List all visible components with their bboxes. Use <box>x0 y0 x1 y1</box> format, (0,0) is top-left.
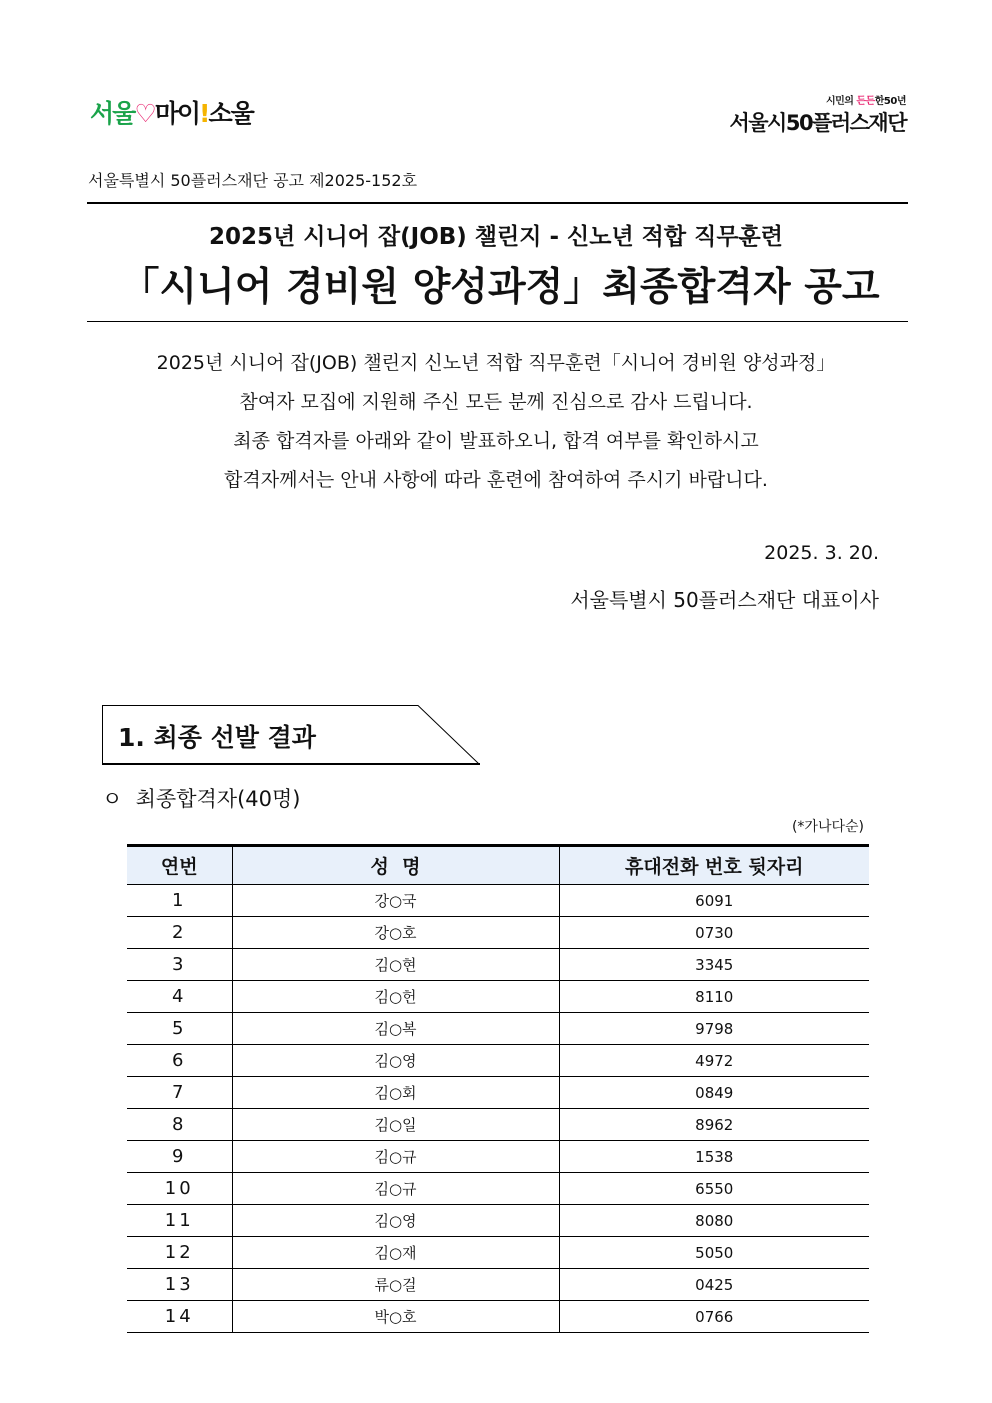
col-header-phone: 휴대전화 번호 뒷자리 <box>559 846 869 885</box>
row-number: 3 <box>127 949 232 981</box>
subsection-heading: ㅇ 최종합격자(40명) <box>102 787 301 811</box>
row-phone: 0425 <box>559 1269 869 1301</box>
row-phone: 4972 <box>559 1045 869 1077</box>
table-row <box>127 885 869 917</box>
row-number: 12 <box>127 1237 232 1269</box>
table-row <box>127 1109 869 1141</box>
col-header-number: 연번 <box>127 846 232 885</box>
table-row <box>127 1237 869 1269</box>
seoul-my-soul-logo: 서울♡마이!소울 <box>90 99 253 128</box>
row-name: 김○재 <box>232 1237 559 1269</box>
row-phone: 9798 <box>559 1013 869 1045</box>
table-row <box>127 981 869 1013</box>
logo-tagline-highlight: 든든 <box>856 96 875 107</box>
table-row <box>127 1269 869 1301</box>
intro-line: 최종 합격자를 아래와 같이 발표하오니, 합격 여부를 확인하시고 <box>233 430 759 452</box>
section-title: 1. 최종 선발 결과 <box>118 723 316 752</box>
row-name: 김○헌 <box>232 981 559 1013</box>
logo-tagline: 시민의 <box>825 96 857 107</box>
row-phone: 0849 <box>559 1077 869 1109</box>
results-table <box>127 844 869 1333</box>
intro-line: 합격자께서는 안내 사항에 따라 훈련에 참여하여 주시기 바랍니다. <box>224 469 768 491</box>
row-number: 9 <box>127 1141 232 1173</box>
notice-number: 서울특별시 50플러스재단 공고 제2025-152호 <box>88 171 418 190</box>
row-number: 14 <box>127 1301 232 1333</box>
document-title: 「시니어 경비원 양성과정」최종합격자 공고 <box>120 265 880 310</box>
row-number: 13 <box>127 1269 232 1301</box>
row-number: 2 <box>127 917 232 949</box>
notice-date: 2025. 3. 20. <box>764 542 879 564</box>
sort-note: (*가나다순) <box>791 819 864 835</box>
document-subtitle: 2025년 시니어 잡(JOB) 챌린지 - 신노년 적합 직무훈련 <box>209 224 783 250</box>
row-number: 10 <box>127 1173 232 1205</box>
row-phone: 0766 <box>559 1301 869 1333</box>
logo-tagline-end: 한50년 <box>874 96 906 107</box>
table-row <box>127 1173 869 1205</box>
row-number: 5 <box>127 1013 232 1045</box>
row-name: 강○국 <box>232 885 559 917</box>
row-number: 6 <box>127 1045 232 1077</box>
table-row <box>127 1077 869 1109</box>
table-row <box>127 1205 869 1237</box>
row-name: 김○복 <box>232 1013 559 1045</box>
row-name: 김○규 <box>232 1173 559 1205</box>
row-name: 김○영 <box>232 1045 559 1077</box>
row-name: 김○현 <box>232 949 559 981</box>
row-name: 김○규 <box>232 1141 559 1173</box>
row-phone: 6091 <box>559 885 869 917</box>
row-phone: 0730 <box>559 917 869 949</box>
table-row <box>127 1013 869 1045</box>
row-name: 박○호 <box>232 1301 559 1333</box>
table-row <box>127 1045 869 1077</box>
row-name: 강○호 <box>232 917 559 949</box>
intro-line: 2025년 시니어 잡(JOB) 챌린지 신노년 적합 직무훈련「시니어 경비원 양성과정」 <box>156 352 836 374</box>
row-phone: 8110 <box>559 981 869 1013</box>
row-name: 김○영 <box>232 1205 559 1237</box>
logo-name: 서울시50플러스재단 <box>729 111 906 135</box>
intro-line: 참여자 모집에 지원해 주신 모든 분께 진심으로 감사 드립니다. <box>239 391 753 413</box>
table-row <box>127 949 869 981</box>
signer: 서울특별시 50플러스재단 대표이사 <box>570 588 879 612</box>
col-header-name: 성 명 <box>232 846 559 885</box>
divider <box>87 202 908 204</box>
table-row <box>127 1141 869 1173</box>
row-name: 김○일 <box>232 1109 559 1141</box>
intro-text <box>0 344 992 500</box>
row-phone: 3345 <box>559 949 869 981</box>
divider <box>87 321 908 322</box>
table-row <box>127 1301 869 1333</box>
row-number: 7 <box>127 1077 232 1109</box>
row-phone: 1538 <box>559 1141 869 1173</box>
row-name: 김○회 <box>232 1077 559 1109</box>
row-phone: 5050 <box>559 1237 869 1269</box>
seoul50plus-logo <box>729 92 906 137</box>
row-phone: 8962 <box>559 1109 869 1141</box>
table-row <box>127 917 869 949</box>
row-number: 4 <box>127 981 232 1013</box>
row-phone: 6550 <box>559 1173 869 1205</box>
row-number: 1 <box>127 885 232 917</box>
row-name: 류○걸 <box>232 1269 559 1301</box>
row-number: 11 <box>127 1205 232 1237</box>
row-phone: 8080 <box>559 1205 869 1237</box>
row-number: 8 <box>127 1109 232 1141</box>
